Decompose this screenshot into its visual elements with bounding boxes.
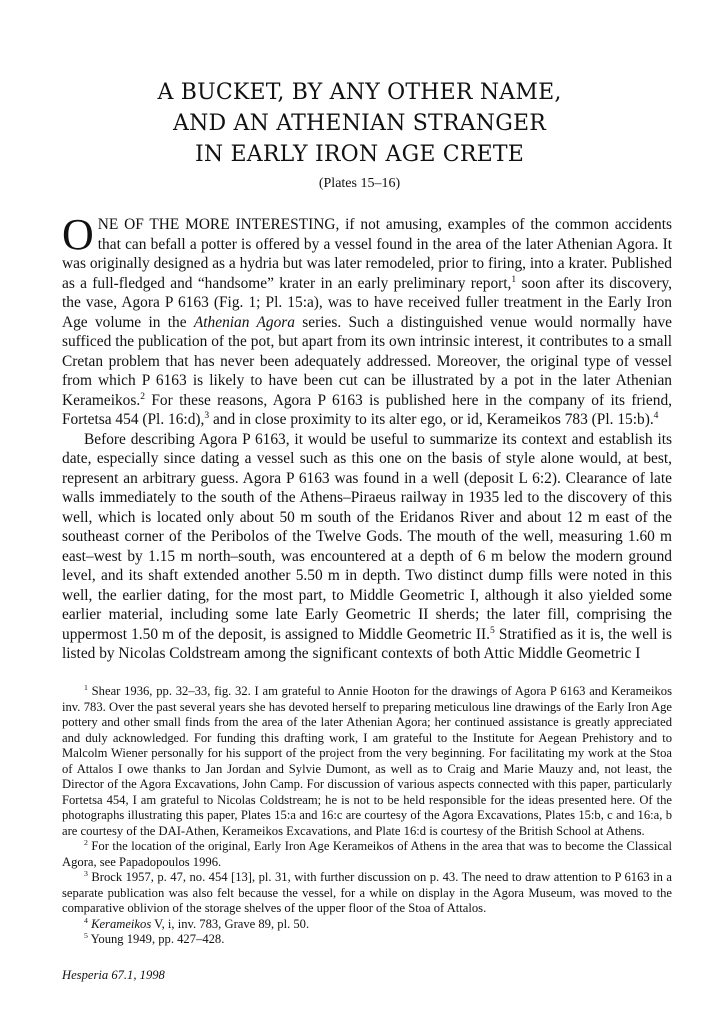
footnote-4 bbox=[62, 917, 672, 933]
series-title: Athenian Agora bbox=[193, 313, 295, 331]
paragraph-1-text-a: NE OF THE MORE INTERESTING, if not amusing, examples of the common accidents that can befall a potter is offered by a vessel found in the area of the later Athenian Agora. It was originally designed as a hydria but was later remodeled, prior to firing, into a krater. Published as a full-fledged and “handsome” krater in an early preliminary report, bbox=[62, 216, 672, 292]
paragraph-2-text-a: Before describing Agora P 6163, it would be useful to summarize its context and establish its date, especially since dating a vessel such as this one on the basis of style alone would, at best, represent an arbitrary guess. Agora P 6163 was found in a well (deposit L 6:2). Clearance of late walls immediately to the south of the Athens–Piraeus railway in 1935 led to the discovery of this well, which is located only about 50 m south of the Eridanos River and about 12 m east of the southeast corner of the Peribolos of the Twelve Gods. The mouth of the well, measuring 1.60 m east–west by 1.15 m north–south, was encountered at a depth of 6 m below the modern ground level, and its shaft extended another 5.50 m in depth. Two distinct dump fills were noted in this well, the earlier dating, for the most part, to Middle Geometric I, although it also yielded some earlier material, including some late Early Geometric II sherds; the later fill, comprising the uppermost 1.50 m of the deposit, is assigned to Middle Geometric II. bbox=[62, 430, 672, 643]
footnote-1-text: Shear 1936, pp. 32–33, fig. 32. I am grateful to Annie Hooton for the drawings of Agora P 6163 and Kerameikos inv. 783. Over the past several years she has devoted herself to preparing meticulous line drawings of the Early Iron Age pottery and other small finds from the area of the later Athenian Agora; her continued assistance is greatly appreciated and duly acknowledged. For funding this drafting work, I am grateful to the Institute for Aegean Prehistory and to Malcolm Wiener personally for his support of the project from the very beginning. For facilitating my work at the Stoa of Attalos I owe thanks to Jan Jordan and Sylvie Dumont, as well as to Craig and Marie Mauzy and, not least, the Director of the Agora Excavations, John Camp. For discussion of various aspects connected with this paper, particularly Fortetsa 454, I am grateful to Nicolas Coldstream; he is not to be held responsible for the ideas presented here. Of the photographs illustrating this paper, Plates 15:a and 16:c are courtesy of the Agora Excavations, Plates 15:b, c and 16:a, b are courtesy of the DAI-Athen, Kerameikos Excavations, and Plate 16:d is courtesy of the British School at Athens. bbox=[62, 684, 672, 838]
paragraph-1 bbox=[62, 210, 672, 430]
title-line-1: A BUCKET, BY ANY OTHER NAME, bbox=[157, 80, 562, 105]
footnote-2 bbox=[62, 839, 672, 870]
footnote-ref-5[interactable]: 5 bbox=[489, 624, 495, 636]
footnote-ref-1[interactable]: 1 bbox=[511, 273, 517, 285]
footnote-number-4: 4 bbox=[84, 915, 88, 925]
paragraph-1-text-e: and in close proximity to its alter ego, or id, Kerameikos 783 (Pl. 15:b). bbox=[209, 411, 654, 428]
footnote-ref-3[interactable]: 3 bbox=[204, 409, 210, 421]
plates-reference: (Plates 15–16) bbox=[318, 176, 401, 191]
title-line-2: AND AN ATHENIAN STRANGER bbox=[172, 111, 547, 136]
drop-cap: O bbox=[62, 210, 94, 259]
footnote-4-italic: Kerameikos bbox=[91, 916, 152, 931]
title-line-3: IN EARLY IRON AGE CRETE bbox=[194, 142, 524, 167]
footnote-2-text: For the location of the original, Early Iron Age Kerameikos of Athens in the area that was to become the Classical Agora, see Papadopoulos 1996. bbox=[62, 839, 672, 869]
footnote-number-3: 3 bbox=[84, 868, 88, 878]
footnote-5-text: Young 1949, pp. 427–428. bbox=[87, 932, 225, 946]
footnote-number-5: 5 bbox=[84, 930, 88, 940]
paragraph-2 bbox=[62, 430, 672, 664]
footnote-ref-2[interactable]: 2 bbox=[140, 390, 145, 402]
paragraph-1-text-c: series. Such a distinguished venue would normally have sufficed the publication of the pot, but apart from its own intrinsic interest, it contributes to a small Cretan problem that has never been adequately addressed. Moreover, the original type of vessel from which P 6163 is likely to have been cut can be illustrated by a pot in the later Athenian Kerameikos. bbox=[62, 313, 672, 409]
footnote-3-text: Brock 1957, p. 47, no. 454 [13], pl. 31, with further discussion on p. 43. The need to draw attention to P 6163 in a separate publication was also felt because the vessel, for a while on display in the Agora Museum, was moved to the comparative oblivion of the storage shelves of the upper floor of the Stoa of Attalos. bbox=[62, 870, 672, 915]
footnote-4-text: V, i, inv. 783, Grave 89, pl. 50. bbox=[151, 916, 310, 931]
paragraph-2-text-b: Stratified as it is, the well is listed by Nicolas Coldstream among the significant contexts of both Attic Middle Geometric I bbox=[62, 625, 672, 662]
footnote-ref-4[interactable]: 4 bbox=[653, 409, 659, 421]
footnote-3 bbox=[62, 870, 672, 917]
footnote-number-1: 1 bbox=[84, 682, 88, 692]
paragraph-1-text-d: For these reasons, Agora P 6163 is published here in the company of its friend, Fortetsa 454 (Pl. 16:d), bbox=[62, 391, 672, 428]
journal-citation: Hesperia 67.1, 1998 bbox=[62, 968, 165, 982]
paragraph-1-text-b: soon after its discovery, the vase, Agora P 6163 (Fig. 1; Pl. 15:a), was to have received fuller treatment in the Early Iron Age volume in the bbox=[62, 274, 672, 331]
footnote-number-2: 2 bbox=[84, 837, 88, 847]
footnote-1 bbox=[62, 684, 672, 839]
footnotes bbox=[62, 684, 672, 948]
footnote-5 bbox=[62, 932, 672, 948]
body-text bbox=[62, 210, 672, 664]
